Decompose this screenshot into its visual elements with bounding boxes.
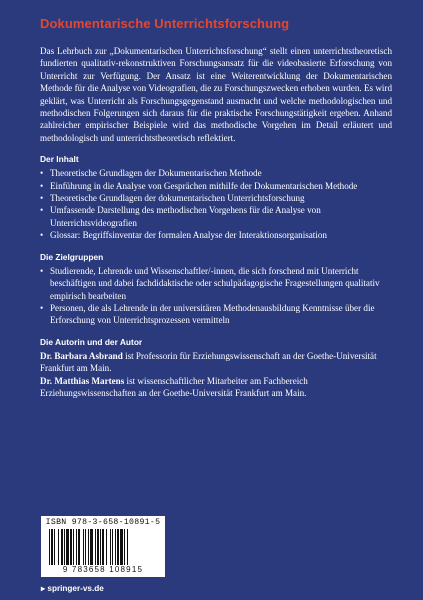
intro-paragraph: Das Lehrbuch zur „Dokumentarischen Unterrichtsforschung“ stellt einen unterrichtstheoretisch fundierten qualitativ-rekonstruktiven Forschungsansatz für die videobasierte Erforschung von Unterricht zur Verfügung. Der Ansatz ist eine Weiterentwicklung der Dokumentarischen Methode für die Analyse von Videografien, die zu Forschungszwecken erhoben wurden. Es wird geklärt, was Unterricht als Forschungsgegenstand ausmacht und welche methodologischen und methodischen Folgerungen sich daraus für die praktische Forschungstätigkeit ergeben. Anhand zahlreicher empirischer Beispiele wird das methodische Vorgehen im Detail erläutert und methodologisch und unterrichtstheoretisch reflektiert. [40,46,392,143]
author-1-bio: ist Professorin für Erziehungswissenschaft an der Goethe-Universität Frankfurt am Main. [40,350,377,374]
authors-block [40,350,392,400]
list-item: • Einführung in die Analyse von Gesprächen mithilfe der Dokumentarischen Methode [40,180,392,192]
author-2-bio: ist wissenschaftlicher Mitarbeiter am Fachbereich Erziehungswissenschaften an der Goethe-Universität Frankfurt am Main. [40,375,308,398]
barcode-box [41,516,165,577]
author-2 [40,375,392,400]
autoren-heading: Die Autorin und der Autor [40,336,143,347]
list-item: • Studierende, Lehrende und Wissenschaftler/-innen, die sich forschend mit Unterricht beschäftigen und dabei fachdidaktische oder schulpädagogische Fragestellungen qualitativ empirisch bearbeiten [40,265,392,302]
author-2-name: Dr. Matthias Martens [40,375,125,386]
list-item: • Personen, die als Lehrende in der universitären Methodenausbildung Kenntnisse über die Erforschung von Unterrichtsprozessen vermitteln [40,302,392,327]
list-item: • Theoretische Grundlagen der Dokumentarischen Methode [40,167,392,179]
cover-title: Dokumentarische Unterrichtsforschung [40,16,290,31]
list-item: • Umfassende Darstellung des methodischen Vorgehens für die Analyse von Unterrichtsvideografien [40,204,392,229]
zielgruppen-list [40,265,392,327]
author-1 [40,350,392,375]
list-item: • Theoretische Grundlagen der dokumentarischen Unterrichtsforschung [40,192,392,204]
inhalt-list [40,167,392,241]
barcode-icon [49,529,157,565]
barcode-number: 9 783658 108915 [62,565,144,574]
isbn-label: ISBN 978-3-658-10891-5 [45,518,161,527]
website-link[interactable]: ▸ springer-vs.de [41,584,104,593]
cover-body [40,45,392,399]
author-1-name: Dr. Barbara Asbrand [40,350,123,361]
list-item: • Glossar: Begriffsinventar der formalen Analyse der Interaktionsorganisation [40,229,392,241]
inhalt-heading: Der Inhalt [40,154,79,165]
zielgruppen-heading: Die Zielgruppen [40,251,104,262]
